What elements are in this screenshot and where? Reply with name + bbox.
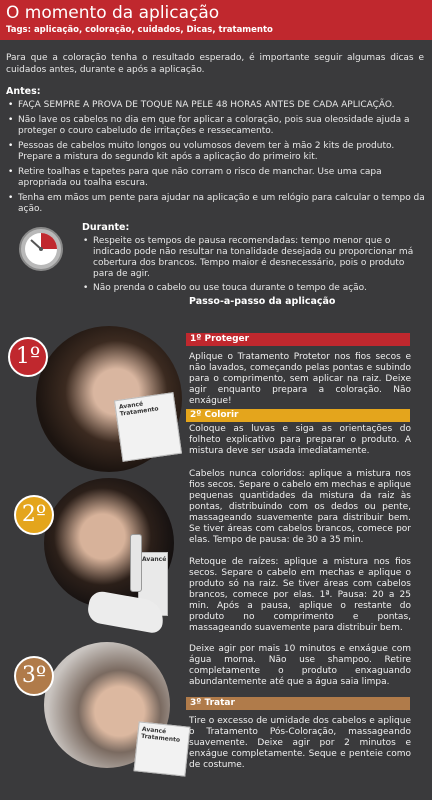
step-number-badge: 3º xyxy=(14,656,54,696)
tags-line[interactable]: Tags: aplicação, coloração, cuidados, Dicas, tratamento xyxy=(6,25,273,35)
product-sachet-image xyxy=(114,392,182,462)
step-3-text: Tire o excesso de umidade dos cabelos e aplique o Tratamento Pós-Coloração, massageando suavemente. Deixe agir por 2 minutos e enxágue completamente. Seque e penteie como de costume. xyxy=(189,716,411,770)
bottle-image xyxy=(130,534,142,592)
step-number-badge: 1º xyxy=(8,337,48,377)
step-2-text-never-colored: Cabelos nunca coloridos: aplique a mistura nos fios secos. Separe o cabelo em mechas e aplique pequenas quantidades da mistura da raiz às pontas, distribuindo com os dedos ou pente, massageando suavemente para distribuir bem. Se tiver áreas com cabelos brancos, comece por elas. Tempo de pausa: de 30 a 35 min. xyxy=(189,469,411,545)
product-label: Avancé Tratamento xyxy=(140,725,181,744)
step-2-text-intro: Coloque as luvas e siga as orientações do folheto explicativo para preparar o produto. A mistura deve ser usada imediatamente. xyxy=(189,424,411,456)
antes-item: • Pessoas de cabelos muito longos ou volumosos devem ter à mão 2 kits de produto. Prepare a mistura do segundo kit após a aplicação do primeiro kit. xyxy=(6,141,426,164)
antes-item: • Retire toalhas e tapetes para que não corram o risco de manchar. Use uma capa apropriada ou toalha escura. xyxy=(6,167,426,190)
durante-item: • Respeite os tempos de pausa recomendadas: tempo menor que o indicado pode não resultar na tonalidade desejada ou proporcionar má cobertura dos brancos. Tempo maior é desnecessário, pois o produto para de agir. xyxy=(82,236,424,280)
step-number-badge: 2º xyxy=(14,495,54,535)
antes-list xyxy=(6,100,426,219)
durante-heading: Durante: xyxy=(82,222,130,233)
page-title: O momento da aplicação xyxy=(6,3,220,23)
page-header xyxy=(0,0,432,40)
step-1-text: Aplique o Tratamento Protetor nos fios secos e não lavados, começando pelas pontas e subindo para o comprimento, sem aplicar na raiz. Deixe agir enquanto prepara a coloração. Não enxágue! xyxy=(189,352,411,406)
step-2-text-retouch: Retoque de raízes: aplique a mistura nos fios secos. Separe o cabelo em mechas e aplique o produto só na raiz. Se tiver áreas com cabelos brancos, comece por elas. 1ª. Pausa: 20 a 25 min. Após a pausa, aplique o restante do produto no comprimento e pontas, massageando suavemente para distribuir bem. xyxy=(189,557,411,633)
timer-icon xyxy=(18,226,64,272)
step-3-bar: 3º Tratar xyxy=(186,697,410,710)
product-label: Avancé Tratamento xyxy=(118,400,160,418)
product-sachet-image xyxy=(134,721,191,776)
antes-item: • Tenha em mãos um pente para ajudar na aplicação e um relógio para calcular o tempo da ação. xyxy=(6,193,426,216)
durante-item: • Não prenda o cabelo ou use touca durante o tempo de ação. xyxy=(82,283,424,294)
antes-item: • Não lave os cabelos no dia em que for aplicar a coloração, pois sua oleosidade ajuda a proteger o couro cabeludo de irritações e ressecamento. xyxy=(6,115,426,138)
durante-list xyxy=(82,236,424,297)
step-2-text-rinse: Deixe agir por mais 10 minutos e enxágue com água morna. Não use shampoo. Retire completamente o produto enxaguando abundantemente até que a água saia limpa. xyxy=(189,644,411,687)
step-2-bar: 2º Colorir xyxy=(186,409,410,422)
intro-paragraph: Para que a coloração tenha o resultado esperado, é importante seguir algumas dicas e cuidados antes, durante e após a aplicação. xyxy=(6,53,424,75)
step-1-bar: 1º Proteger xyxy=(186,333,410,346)
product-label: Avancé xyxy=(142,556,167,563)
antes-item: • FAÇA SEMPRE A PROVA DE TOQUE NA PELE 48 HORAS ANTES DE CADA APLICAÇÃO. xyxy=(6,100,426,112)
passo-heading: Passo-a-passo da aplicação xyxy=(189,296,336,307)
antes-heading: Antes: xyxy=(6,86,41,97)
